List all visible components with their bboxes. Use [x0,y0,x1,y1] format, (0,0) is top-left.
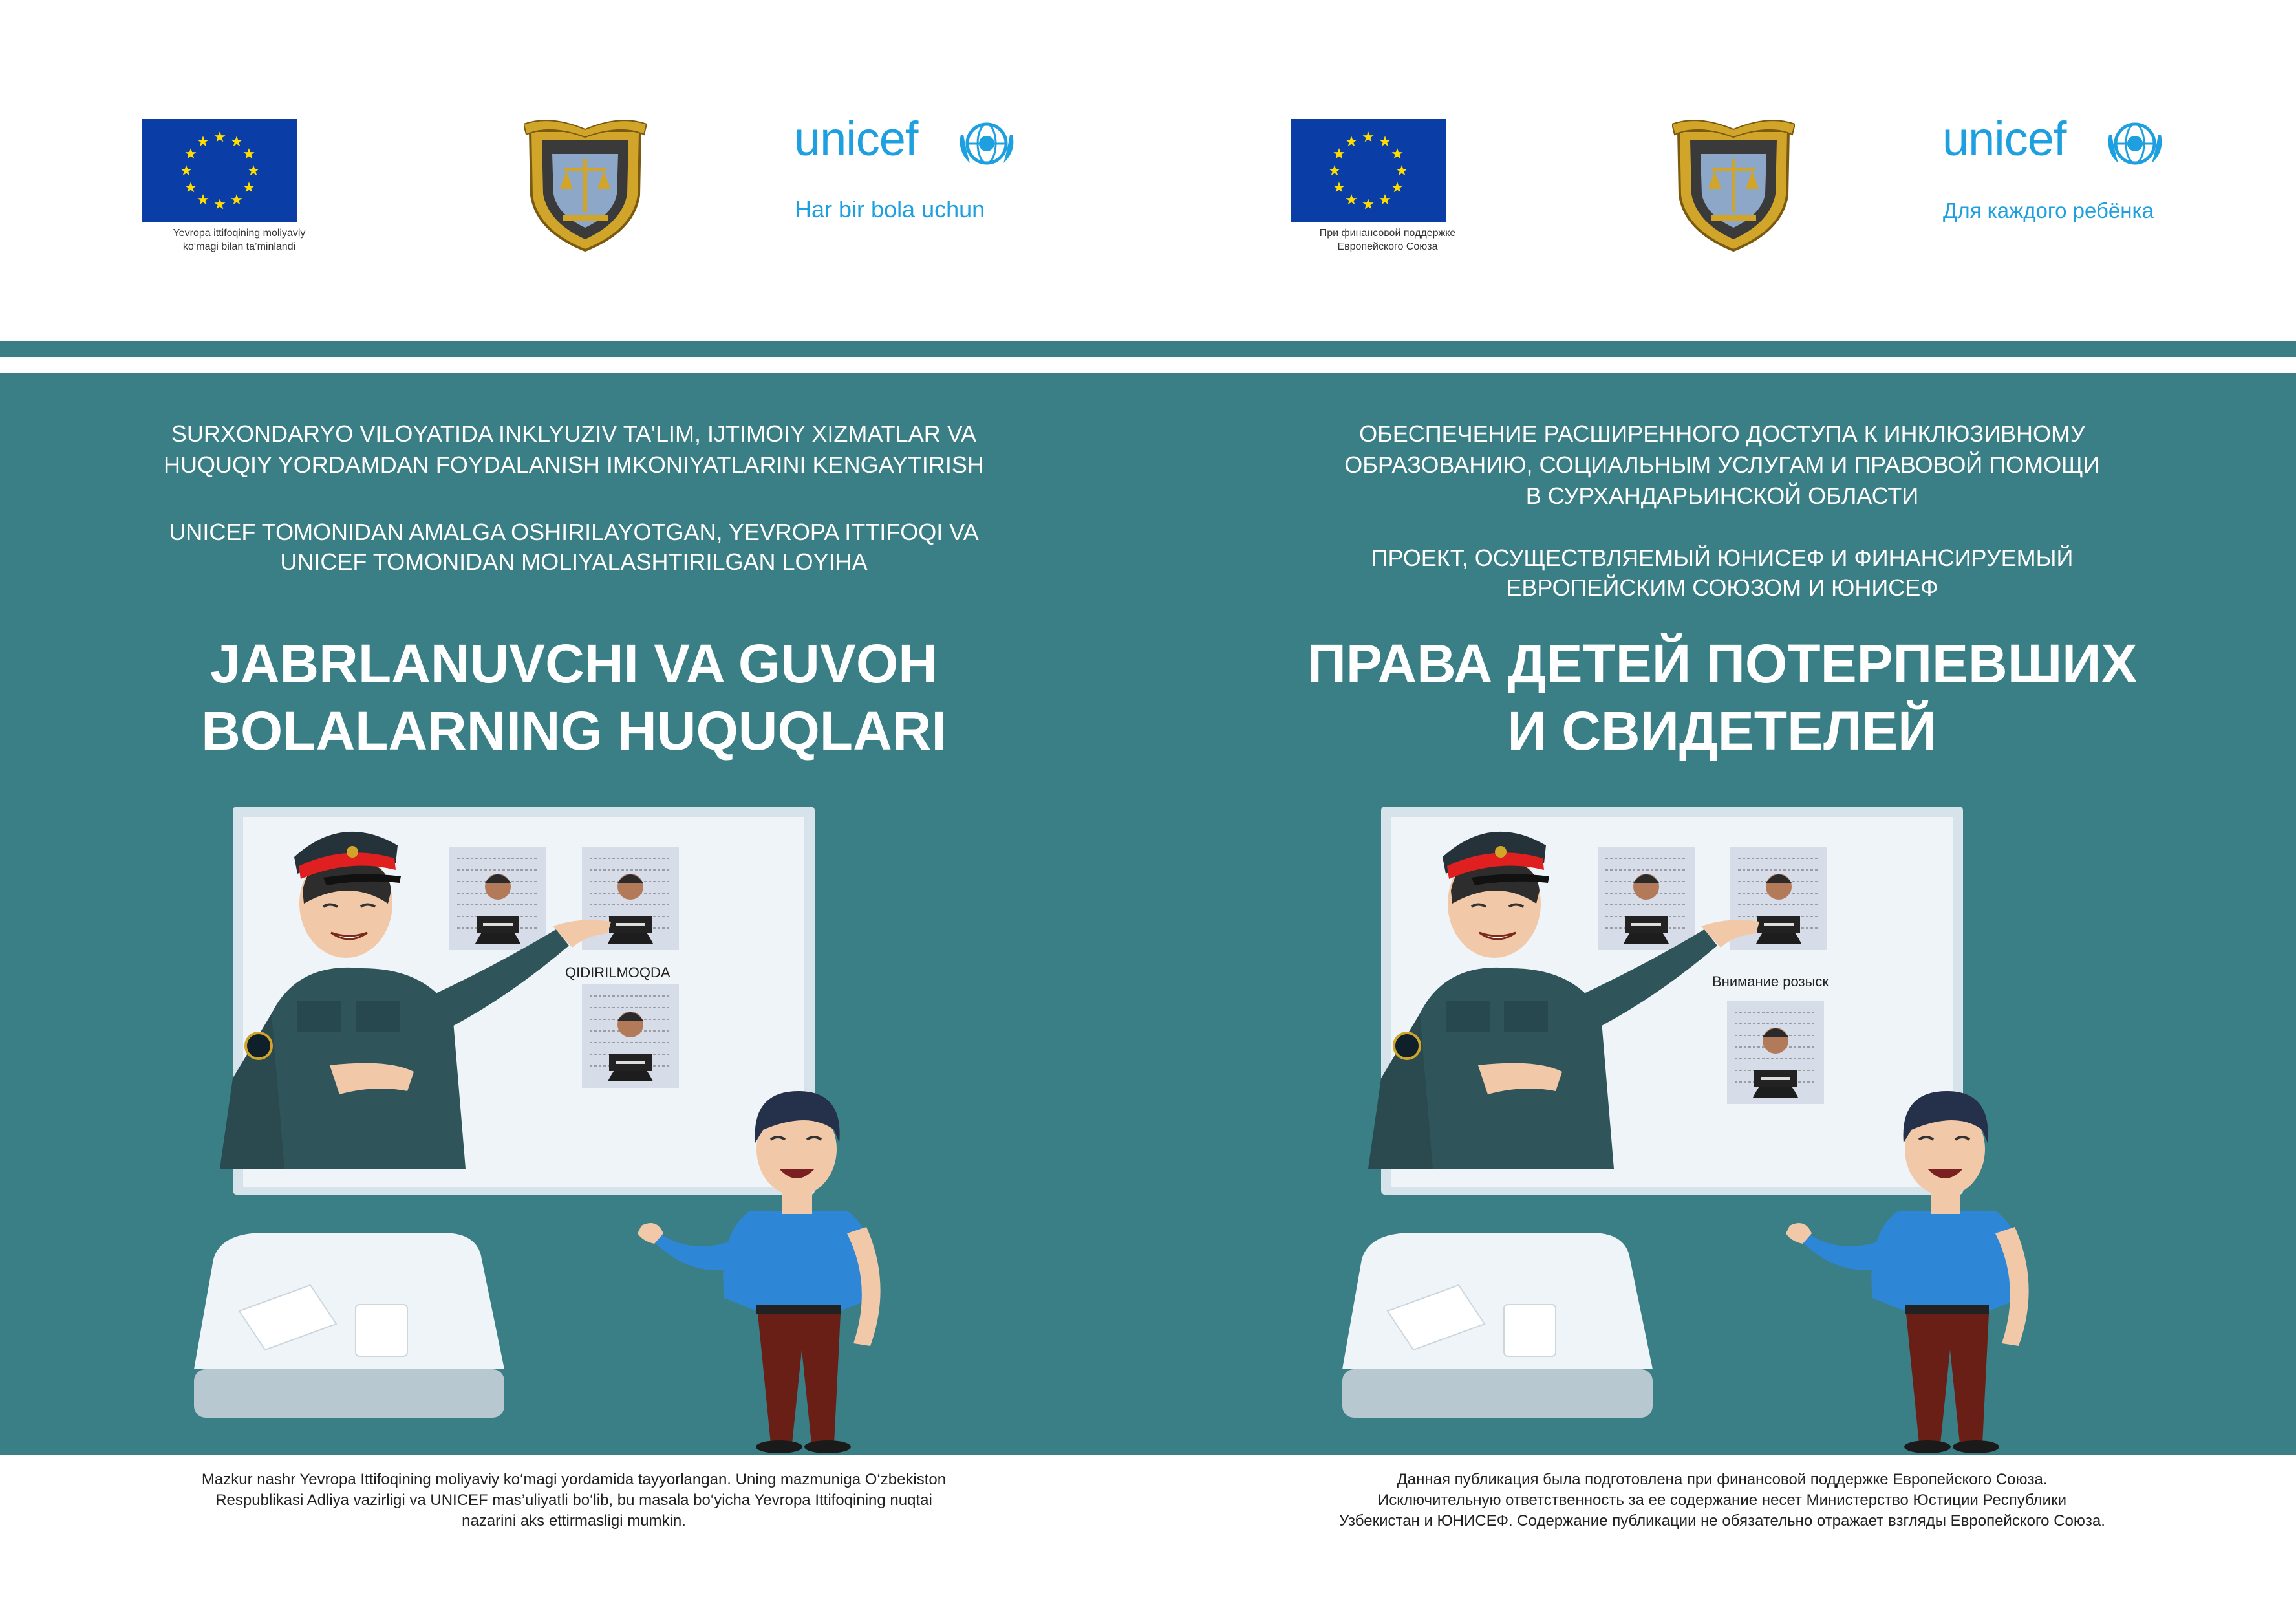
project-subtitle-line2: UNICEF TOMONIDAN MOLIYALASHTIRILGAN LOYIHA [280,548,868,575]
unicef-globe-icon [2105,115,2165,171]
teal-panel [0,373,1148,1455]
project-title-line3: В СУРХАНДАРЬИНСКОЙ ОБЛАСТИ [1525,482,1919,509]
wanted-label: Внимание розыск [1712,973,1829,990]
disclaimer-line1: Mazkur nashr Yevropa Ittifoqining moliyaviy ko‘magi yordamida tayyorlangan. Uning mazmuniga O‘zbekiston [201,1471,947,1488]
project-title-line1: SURXONDARYO VILOYATIDA INKLYUZIV TA'LIM, IJTIMOIY XIZMATLAR VA [171,420,977,447]
unicef-wordmark: unicef [794,112,918,166]
unicef-logo [794,111,1027,182]
unicef-logo [1942,111,2175,182]
disclaimer-line1: Данная публикация была подготовлена при финансовой поддержке Европейского Союза. [1397,1471,2048,1488]
teal-panel [1148,373,2296,1455]
disclaimer-line3: Узбекистан и ЮНИСЕФ. Содержание публикации не обязательно отражает взгляды Европейского Союза. [1339,1512,2105,1530]
police-officer-illustration [1342,807,2131,1455]
divider-bar [1148,341,2296,357]
disclaimer-line2: Исключительную ответственность за ее содержание несет Министерство Юстиции Республики [1378,1491,2066,1509]
eu-caption: При финансовой поддержке Европейского Союза [1319,228,1456,252]
unicef-slogan: Для каждого ребёнка [1943,199,2154,222]
eu-flag-icon [1291,119,1446,222]
logo-row [0,0,1148,323]
cover-page-russian [1148,0,2296,1604]
project-subtitle-line2: ЕВРОПЕЙСКИМ СОЮЗОМ И ЮНИСЕФ [1506,574,1938,601]
project-title-line2: ОБРАЗОВАНИЮ, СОЦИАЛЬНЫМ УСЛУГАМ И ПРАВОВОЙ ПОМОЩИ [1344,451,2100,478]
main-title-line1: ПРАВА ДЕТЕЙ ПОТЕРПЕВШИХ [1307,633,2138,694]
project-subtitle-line1: ПРОЕКТ, ОСУЩЕСТВЛЯЕМЫЙ ЮНИСЕФ И ФИНАНСИРУЕМЫЙ [1371,545,2074,571]
disclaimer-line3: nazarini aks ettirmasligi mumkin. [462,1512,686,1530]
unicef-slogan: Har bir bola uchun [795,196,985,222]
disclaimer [1187,1469,2257,1532]
logo-row [1148,0,2296,323]
unicef-globe-icon [957,115,1016,171]
unicef-wordmark: unicef [1942,112,2066,166]
main-title-line1: JABRLANUVCHI VA GUVOH [210,633,938,694]
disclaimer-line2: Respublikasi Adliya vazirligi va UNICEF mas’uliyatli bo‘lib, bu masala bo‘yicha Yevropa Ittifoqining nuqtai [215,1491,932,1509]
project-title-line2: HUQUQIY YORDAMDAN FOYDALANISH IMKONIYATLARINI KENGAYTIRISH [164,451,984,478]
eu-caption: Yevropa ittifoqining moliyaviy ko‘magi bilan ta’minlandi [173,228,306,252]
disclaimer [39,1469,1109,1532]
eu-flag-icon [142,119,297,222]
wanted-label: QIDIRILMOQDA [565,964,671,981]
divider-bar [0,341,1148,357]
ministry-emblem-icon [1672,118,1795,254]
main-title-line2: И СВИДЕТЕЛЕЙ [1507,700,1937,761]
main-title-line2: BOLALARNING HUQUQLARI [201,700,947,761]
project-title-line1: ОБЕСПЕЧЕНИЕ РАСШИРЕННОГО ДОСТУПА К ИНКЛЮЗИВНОМУ [1359,420,2085,447]
project-subtitle-line1: UNICEF TOMONIDAN AMALGA OSHIRILAYOTGAN, YEVROPA ITTIFOQI VA [169,519,979,545]
ministry-emblem-icon [524,118,647,254]
police-officer-illustration [194,807,983,1455]
